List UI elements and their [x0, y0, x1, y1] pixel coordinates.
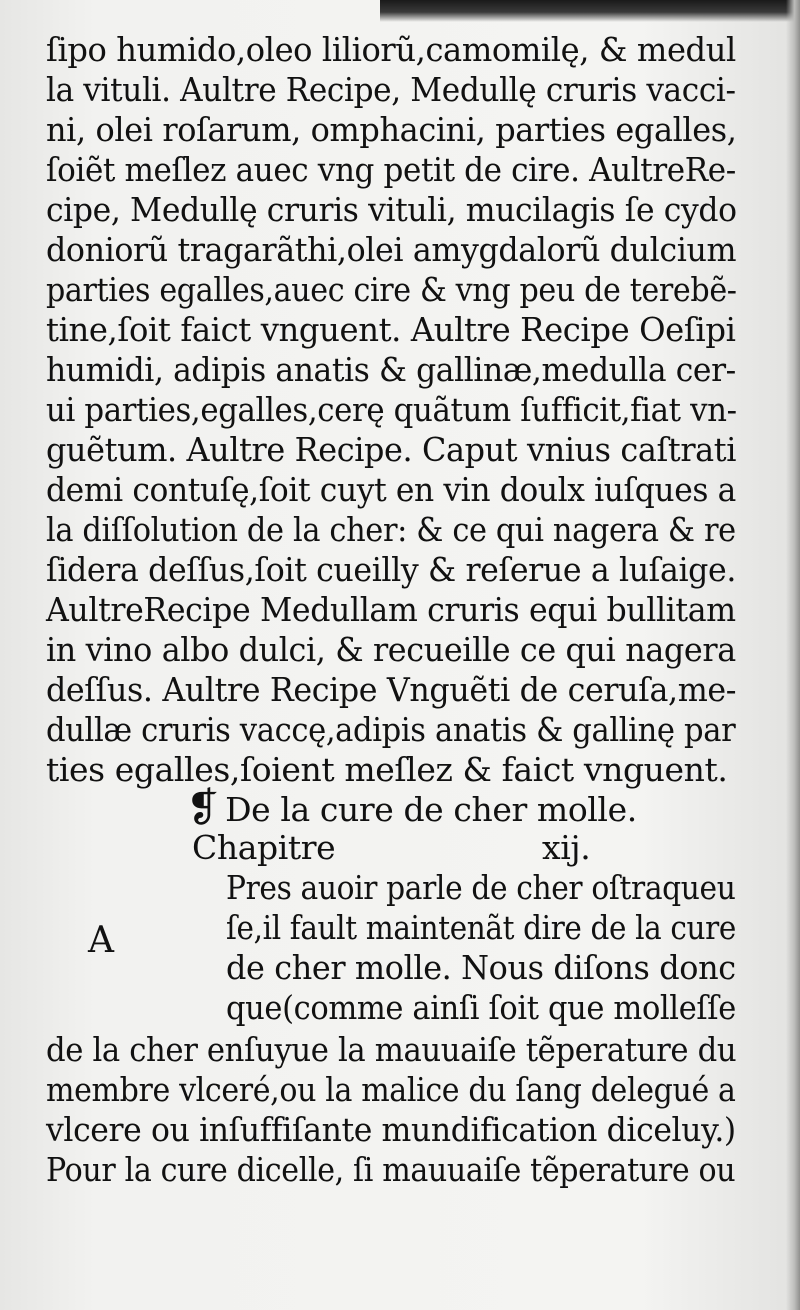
page-binding-edge: [786, 0, 800, 1310]
text-line: humidi, adipis anatis & gallinæ,medulla cer-: [46, 350, 736, 389]
chapter-number: xij.: [542, 828, 591, 867]
text-line: demi contuſę,ſoit cuyt en vin doulx iuſques a: [46, 470, 736, 509]
text-line: ni, olei roſarum, omphacini, parties egalles,: [46, 110, 737, 149]
text-line: la vituli. Aultre Recipe, Medullę cruris vacci-: [46, 70, 736, 109]
chapter-title: [186, 785, 637, 831]
text-line: la diſſolution de la cher: & ce qui nagera & re: [46, 510, 736, 549]
text-line: de la cher enſuyue la mauuaiſe tẽperature du: [46, 1030, 737, 1069]
text-line: Pour la cure dicelle, ſi mauuaiſe tẽperature ou: [46, 1150, 736, 1189]
text-line: ties egalles,ſoient meſlez & faict vnguent.: [46, 750, 728, 789]
text-line: dullæ cruris vaccę,adipis anatis & gallinę par: [46, 710, 736, 749]
text-line: in vino albo dulci, & recueille ce qui nagera: [46, 630, 736, 669]
text-line: parties egalles,auec cire & vng peu de terebẽ-: [46, 270, 737, 309]
text-line: ſe,il fault maintenãt dire de la cure: [226, 908, 737, 947]
chapter-title-text: De la cure de cher molle.: [225, 790, 637, 829]
text-line: doniorũ tragarãthi,olei amygdalorũ dulcium: [46, 230, 737, 269]
text-line: que(comme ainſi ſoit que molleſſe: [226, 988, 736, 1027]
text-line: ſipo humido,oleo liliorũ,camomilę, & medul: [46, 30, 736, 69]
text-line: vlcere ou inſuffiſante mundification diceluy.): [46, 1110, 736, 1149]
page-top-shadow: [380, 0, 800, 22]
drop-cap: A: [88, 920, 114, 961]
text-line: AultreRecipe Medullam cruris equi bullitam: [46, 590, 736, 629]
text-line: deſſus. Aultre Recipe Vnguẽti de ceruſa,me-: [46, 670, 737, 709]
pilcrow-icon: ❡: [186, 785, 220, 831]
text-line: de cher molle. Nous diſons donc: [226, 948, 736, 987]
text-line: ſidera deſſus,ſoit cueilly & reſerue a luſaige.: [46, 550, 737, 589]
text-line: guẽtum. Aultre Recipe. Caput vnius caſtrati: [46, 430, 737, 469]
text-line: tine,ſoit faict vnguent. Aultre Recipe Oeſipi: [46, 310, 736, 349]
chapter-label: Chapitre: [192, 828, 336, 867]
text-line: ſoiẽt meſlez auec vng petit de cire. AultreRe-: [46, 150, 736, 189]
text-line: cipe, Medullę cruris vituli, mucilagis ſe cydo: [46, 190, 737, 229]
text-line: ui parties,egalles,cerę quãtum ſufficit,fiat vn-: [46, 390, 737, 429]
text-line: Pres auoir parle de cher oſtraqueu: [226, 868, 736, 907]
text-line: membre vlceré,ou la malice du ſang delegué a: [46, 1070, 736, 1109]
